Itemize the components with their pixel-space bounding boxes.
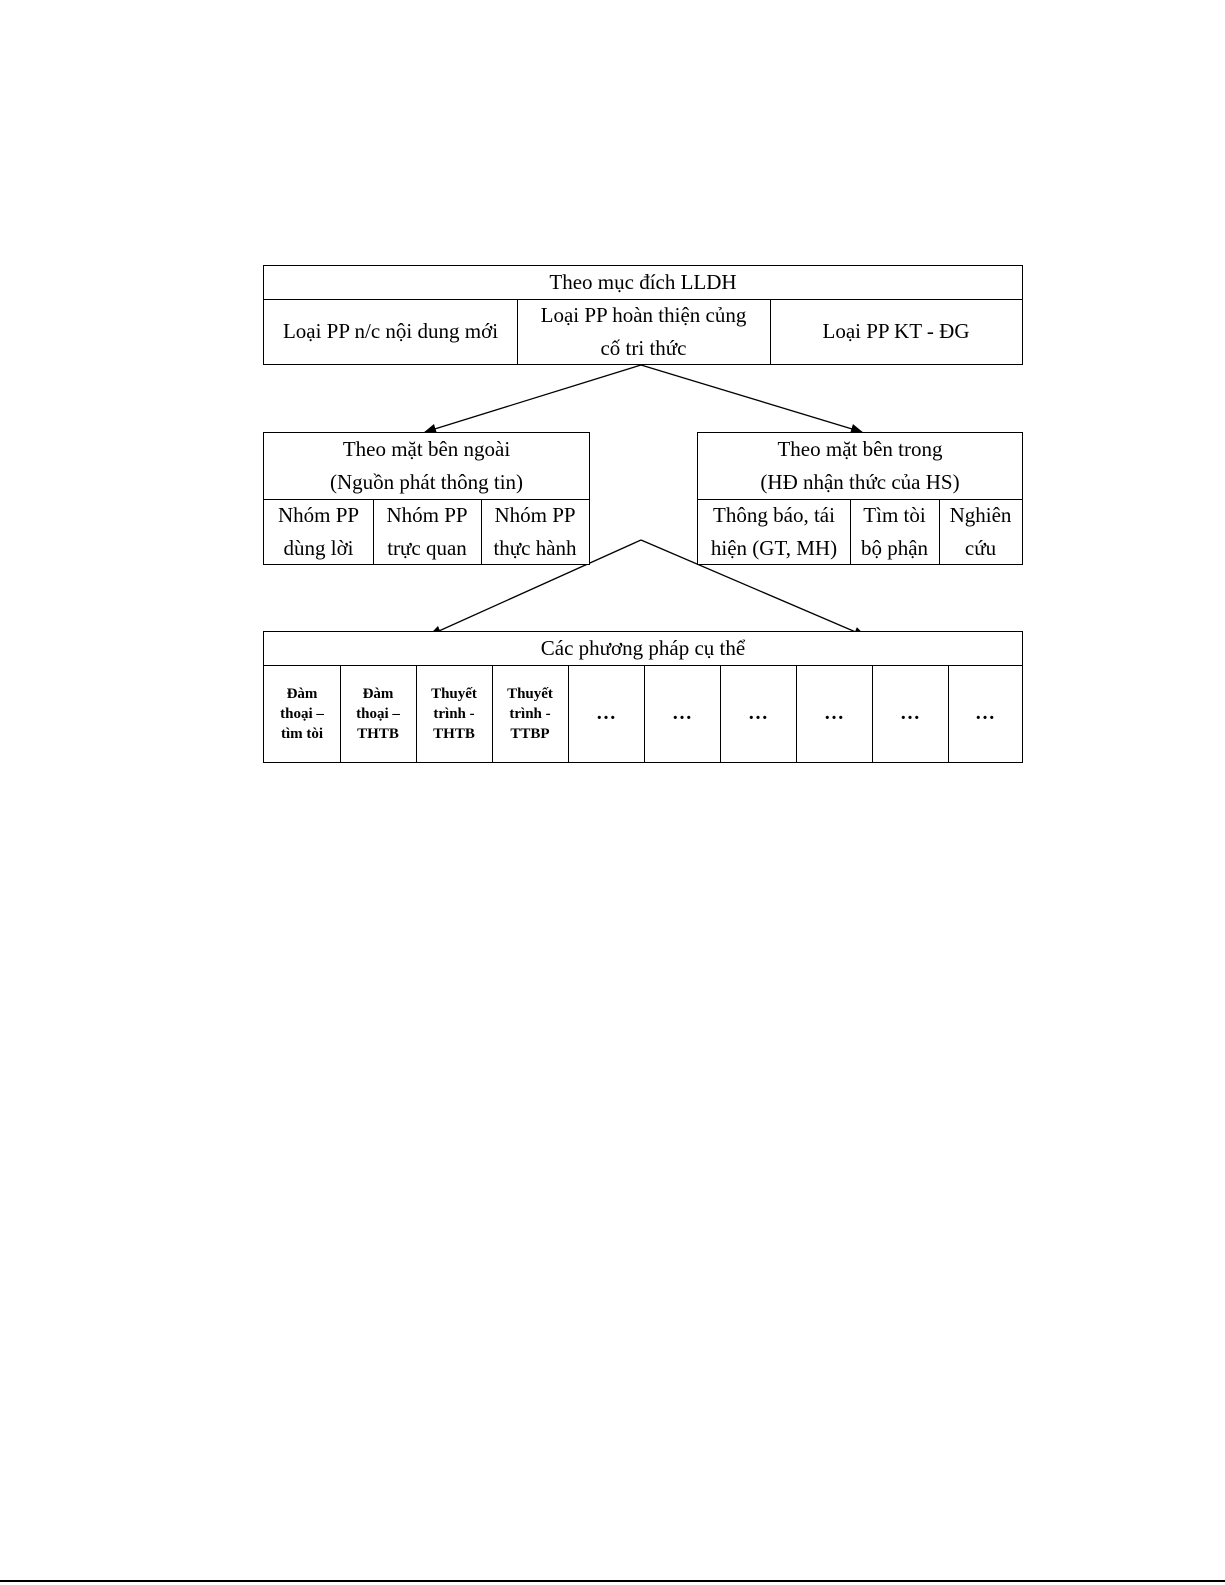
- right-title-line1: Theo mặt bên trong: [777, 437, 943, 461]
- method-cell-7: …: [748, 702, 768, 724]
- top-cell-2: Loại PP hoàn thiện củng cố tri thức: [540, 302, 747, 360]
- right-cell-1: Thông báo, tái hiện (GT, MH): [710, 502, 838, 560]
- right-cell-2: Tìm tòi bộ phận: [860, 502, 929, 560]
- page-bottom-rule: [0, 1580, 1225, 1582]
- method-cell-5: …: [596, 702, 616, 724]
- right-box: [697, 432, 1023, 565]
- top-cell-1: Loại PP n/c nội dung mới: [282, 319, 499, 343]
- left-title-line2: (Nguồn phát thông tin): [329, 470, 524, 494]
- method-cell-4: Thuyết trình - TTBP: [507, 685, 553, 742]
- left-box: [263, 432, 590, 565]
- top-box: [263, 265, 1023, 365]
- method-cell-8: …: [824, 702, 844, 724]
- right-cell-3: Nghiên cứu: [949, 502, 1012, 560]
- method-cell-1: Đàm thoại – tìm tòi: [280, 685, 324, 742]
- top-title: Theo mục đích LLDH: [549, 270, 737, 294]
- method-cell-10: …: [975, 702, 995, 724]
- arrow-top-to-left: [425, 365, 641, 432]
- top-cell-3: Loại PP KT - ĐG: [822, 319, 970, 343]
- left-cell-1: Nhóm PP dùng lời: [277, 502, 360, 560]
- bottom-box: [263, 631, 1023, 763]
- left-cell-2: Nhóm PP trực quan: [386, 502, 468, 560]
- left-cell-3: Nhóm PP thực hành: [493, 502, 577, 560]
- method-cell-6: …: [672, 702, 692, 724]
- method-cell-9: …: [900, 702, 920, 724]
- arrow-top-to-right: [641, 365, 862, 432]
- right-title-line2: (HĐ nhận thức của HS): [760, 470, 960, 494]
- bottom-title: Các phương pháp cụ thể: [540, 636, 746, 660]
- method-cell-3: Thuyết trình - THTB: [431, 685, 477, 742]
- method-cell-2: Đàm thoại – THTB: [356, 685, 400, 742]
- left-title-line1: Theo mặt bên ngoài: [342, 437, 511, 461]
